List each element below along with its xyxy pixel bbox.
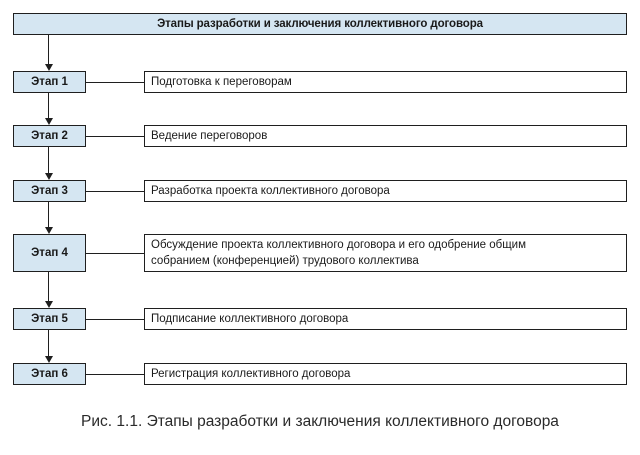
- connector-stage-4-5: [48, 272, 49, 301]
- stage-1-box: [13, 71, 86, 93]
- link-stage-6: [86, 374, 144, 375]
- stage-5-box: [13, 308, 86, 330]
- link-stage-2: [86, 136, 144, 137]
- stage-5-description-line-1: Подписание коллективного договора: [151, 313, 349, 325]
- stage-6-label: Этап 6: [31, 368, 68, 380]
- stage-3-description-box: [144, 180, 627, 202]
- link-stage-1: [86, 82, 144, 83]
- stage-2-box: [13, 125, 86, 147]
- stage-1-description-line-1: Подготовка к переговорам: [151, 76, 292, 88]
- connector-stage-2-3: [48, 147, 49, 173]
- arrow-to-stage-6: [45, 356, 53, 363]
- stage-6-description-box: [144, 363, 627, 385]
- stage-5-label: Этап 5: [31, 313, 68, 325]
- stage-4-box: [13, 234, 86, 272]
- connector-stage-3-4: [48, 202, 49, 227]
- link-stage-4: [86, 253, 144, 254]
- connector-stage-5-6: [48, 330, 49, 356]
- diagram-title-box: [13, 13, 627, 35]
- stage-4-description-line-2: собранием (конференцией) трудового коллектива: [151, 255, 419, 267]
- link-stage-5: [86, 319, 144, 320]
- arrow-to-stage-4: [45, 227, 53, 234]
- stage-4-label: Этап 4: [31, 247, 68, 259]
- stage-3-box: [13, 180, 86, 202]
- stage-4-description-box: [144, 234, 627, 272]
- arrow-to-stage-1: [45, 64, 53, 71]
- stage-5-description-box: [144, 308, 627, 330]
- stage-1-label: Этап 1: [31, 76, 68, 88]
- stage-4-description-line-1: Обсуждение проекта коллективного договора и его одобрение общим: [151, 239, 526, 251]
- stage-3-label: Этап 3: [31, 185, 68, 197]
- connector-stage-1-2: [48, 93, 49, 118]
- diagram-title: Этапы разработки и заключения коллективного договора: [157, 18, 483, 30]
- stage-6-box: [13, 363, 86, 385]
- arrow-to-stage-2: [45, 118, 53, 125]
- stage-6-description-line-1: Регистрация коллективного договора: [151, 368, 351, 380]
- connector-title-stage-1: [48, 35, 49, 64]
- arrow-to-stage-3: [45, 173, 53, 180]
- stage-2-description-line-1: Ведение переговоров: [151, 130, 268, 142]
- arrow-to-stage-5: [45, 301, 53, 308]
- figure-caption: Рис. 1.1. Этапы разработки и заключения коллективного договора: [81, 413, 559, 430]
- stage-2-label: Этап 2: [31, 130, 68, 142]
- stage-1-description-box: [144, 71, 627, 93]
- stage-3-description-line-1: Разработка проекта коллективного договора: [151, 185, 390, 197]
- link-stage-3: [86, 191, 144, 192]
- stage-2-description-box: [144, 125, 627, 147]
